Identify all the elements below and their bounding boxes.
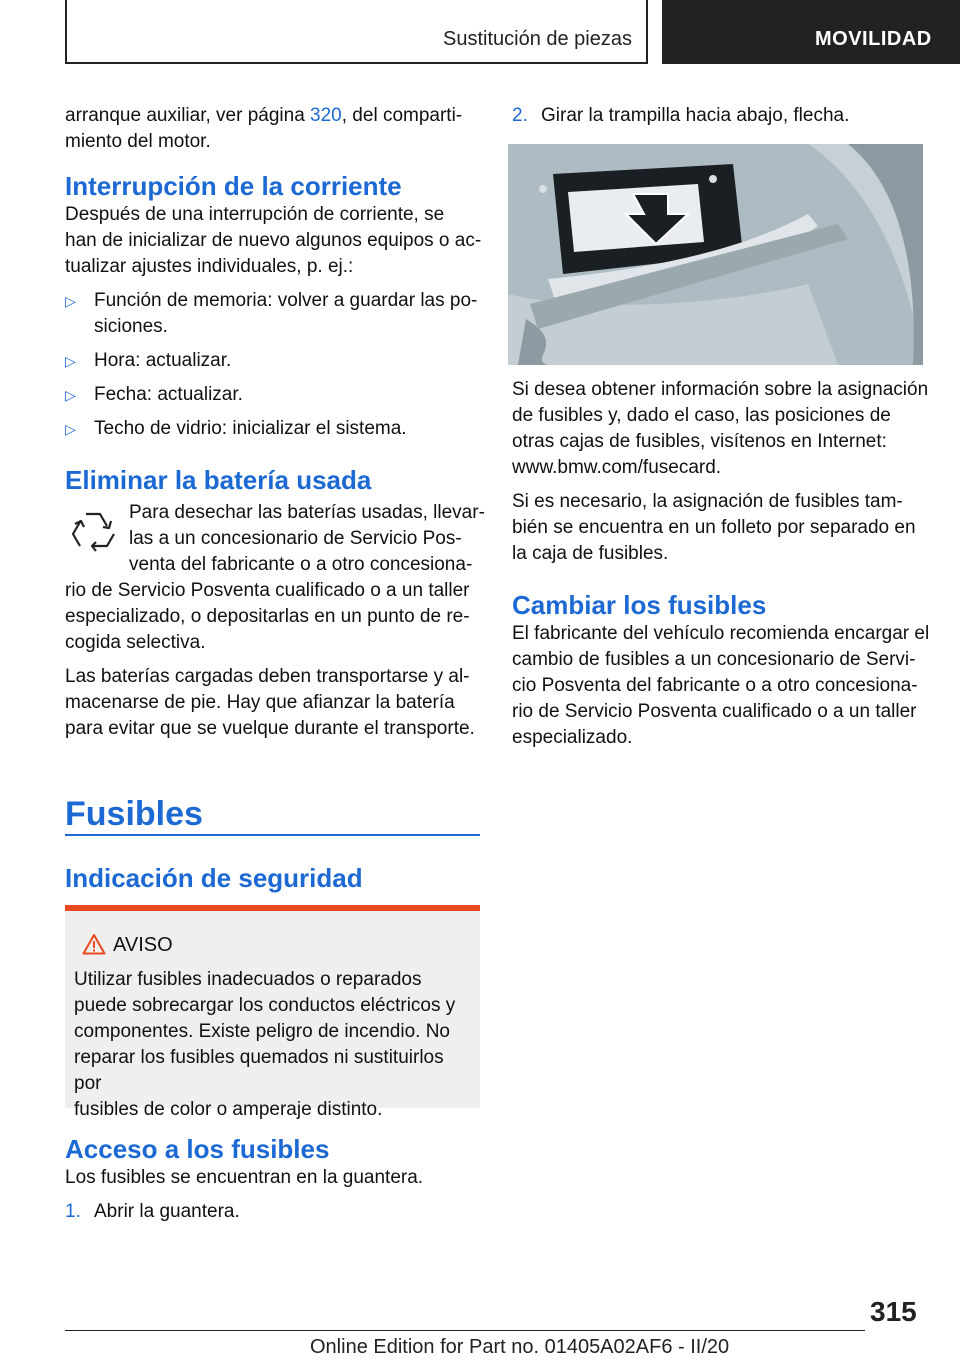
right-column-body [512,377,942,751]
triangle-bullet-icon: ▷ [65,421,76,437]
step-item [65,1199,485,1225]
list-item [65,288,485,340]
right-column-top [512,103,932,129]
text-line: fusibles de color o amperaje distinto. [74,1099,383,1120]
warning-box [65,905,480,1120]
paragraph-acceso: Los fusibles se encuentran en la guantera. [65,1167,424,1188]
warning-content [74,933,474,1123]
heading-fusibles: Fusibles [65,795,203,833]
step-number: 2. [512,105,528,126]
text-line: Las baterías cargadas deben transportarse y al- [65,666,470,687]
intro-paragraph [65,103,485,155]
page-number: 315 [870,1296,917,1327]
text-line: especializado, o depositarlas en un punto de re- [65,606,470,627]
paragraph-info [512,377,942,481]
header-chapter-tab[interactable] [662,0,960,64]
paragraph-bateria [65,578,485,656]
paragraph-cambiar [512,621,942,751]
text-line: para evitar que se vuelque durante el transporte. [65,718,475,739]
triangle-bullet-icon: ▷ [65,353,76,369]
intro-text: arranque auxiliar, ver página [65,105,311,126]
text-line: Después de una interrupción de corriente, se [65,204,445,225]
text-line: Hora: actualizar. [94,350,232,371]
text-line: rio de Servicio Posventa cualificado o a un taller [65,580,470,601]
header-chapter-label: MOVILIDAD [815,28,932,50]
text-line: siciones. [94,316,168,337]
text-line: componentes. Existe peligro de incendio. No [74,1021,451,1042]
step-text: Girar la trampilla hacia abajo, flecha. [541,105,850,126]
footer-edition: Online Edition for Part no. 01405A02AF6 - II/20 [310,1336,730,1358]
paragraph-cargadas [65,664,485,742]
text-line: Si desea obtener información sobre la asignación [512,379,929,400]
text-line: cogida selectiva. [65,632,206,653]
text-line: Si es necesario, la asignación de fusibles tam- [512,491,903,512]
list-item [65,348,485,374]
left-column-bottom [65,1133,485,1225]
header-section-box [65,0,648,64]
step-item [512,103,932,129]
list-item [65,416,485,442]
heading-acceso: Acceso a los fusibles [65,1134,330,1164]
battery-recycle-block [65,500,485,656]
page-link[interactable]: 320 [310,105,342,126]
paragraph-bateria-indent [65,500,485,578]
footer-rule [65,1330,865,1331]
text-line: Utilizar fusibles inadecuados o reparados [74,969,422,990]
text-line: especializado. [512,727,633,748]
heading-interrupcion: Interrupción de la corriente [65,171,402,201]
text-line: venta del fabricante o a otro concesiona- [129,554,473,575]
step-number: 1. [65,1201,81,1222]
triangle-bullet-icon: ▷ [65,293,76,309]
text-line: han de inicializar de nuevo algunos equipos o ac- [65,230,482,251]
left-column-top [65,103,485,742]
intro-text-line2: miento del motor. [65,131,211,152]
step-text: Abrir la guantera. [94,1201,240,1222]
warning-triangle-icon [82,933,106,955]
intro-text-post: , del comparti- [341,105,463,126]
text-line: Función de memoria: volver a guardar las po- [94,290,478,311]
text-line: las a un concesionario de Servicio Pos- [129,528,462,549]
text-line: la caja de fusibles. [512,543,669,564]
glovebox-illustration [508,144,923,365]
text-line: reparar los fusibles quemados ni sustituirlos por [74,1047,444,1094]
bullet-list [65,288,485,442]
heading-cambiar: Cambiar los fusibles [512,590,767,620]
recycle-icon [65,508,121,560]
warning-text [74,967,474,1123]
text-line: rio de Servicio Posventa cualificado o a un taller [512,701,917,722]
heading-bateria: Eliminar la batería usada [65,465,372,495]
text-line: otras cajas de fusibles, visítenos en Internet: [512,431,887,452]
triangle-bullet-icon: ▷ [65,387,76,403]
header-section-title: Sustitución de piezas [442,28,632,50]
text-line: Techo de vidrio: inicializar el sistema. [94,418,407,439]
text-line: El fabricante del vehículo recomienda encargar el [512,623,930,644]
paragraph-interrupcion [65,202,485,280]
paragraph-folleto [512,489,942,567]
text-line: tualizar ajustes individuales, p. ej.: [65,256,354,277]
fusecard-url[interactable]: www.bmw.com/fusecard. [512,457,722,478]
warning-header [74,933,474,961]
text-line: cio Posventa del fabricante o a otro concesiona- [512,675,918,696]
text-line: de fusibles y, dado el caso, las posiciones de [512,405,891,426]
text-line: bién se encuentra en un folleto por separado en [512,517,916,538]
warning-title: AVISO [113,934,173,956]
heading-seguridad: Indicación de seguridad [65,863,363,893]
text-line: Para desechar las baterías usadas, llevar- [129,502,485,523]
text-line: cambio de fusibles a un concesionario de Servi- [512,649,916,670]
text-line: puede sobrecargar los conductos eléctricos y [74,995,456,1016]
text-line: macenarse de pie. Hay que afianzar la batería [65,692,455,713]
section-rule [65,834,480,836]
text-line: Fecha: actualizar. [94,384,243,405]
list-item [65,382,485,408]
